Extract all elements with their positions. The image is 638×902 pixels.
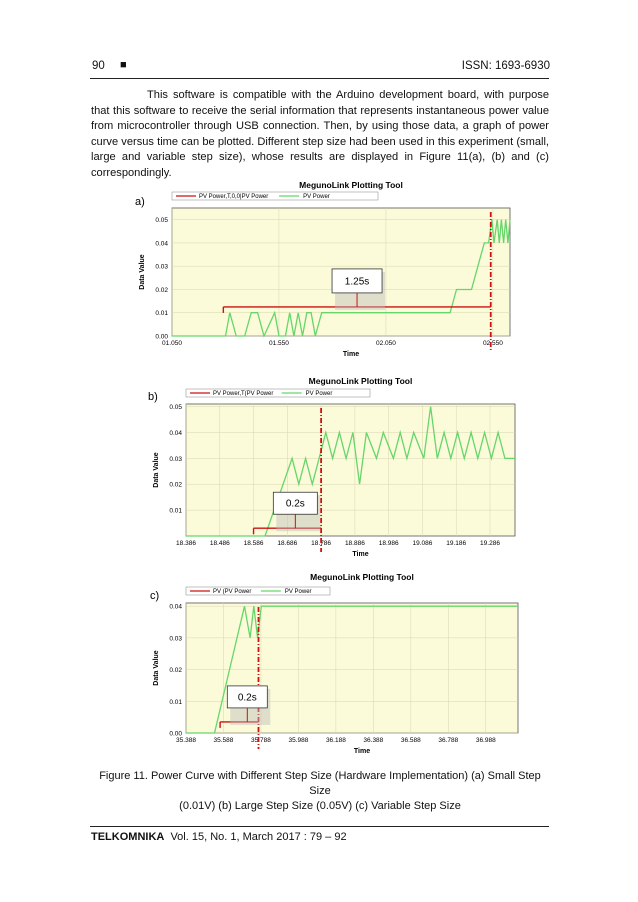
chart-3-y-tick-label: 0.02: [169, 667, 182, 675]
chart-3-y-tick-label: 0.04: [169, 603, 182, 611]
chart-1-x-axis-label: Time: [342, 351, 360, 358]
chart-3-span-label: 0.2s: [237, 692, 257, 704]
chart-3-x-tick-label: 35.988: [288, 737, 309, 744]
chart-3-x-tick-label: 35.788: [250, 737, 271, 744]
chart-2-panel-label: b): [148, 391, 158, 403]
chart-3-x-tick-label: 36.988: [475, 737, 496, 744]
chart-1-legend-label-1: PV Power,T,0,0|PV Power: [199, 194, 269, 200]
chart-2-y-tick-label: 0.04: [169, 429, 182, 437]
chart-3-x-axis-label: Time: [353, 748, 371, 755]
header-separator-icon: ■: [120, 59, 127, 71]
chart-1-y-axis-label: Data Value: [139, 254, 146, 290]
chart-2-legend-label-1: PV Power,T(PV Power: [213, 391, 274, 397]
chart-2-x-tick-label: 18.386: [176, 540, 196, 547]
chart-3-y-tick-label: 0.03: [169, 635, 182, 643]
chart-2-legend-label-2: PV Power: [305, 391, 333, 397]
figure-caption: [90, 769, 550, 814]
footer: [91, 831, 347, 843]
chart-1-y-tick-label: 0.01: [155, 310, 168, 318]
chart-2-y-tick-label: 0.02: [169, 481, 182, 489]
chart-2-x-tick-label: 18.686: [277, 540, 298, 547]
page-number: 90: [92, 60, 105, 72]
chart-1-legend-label-2: PV Power: [303, 194, 330, 200]
chart-2-title: MegunoLink Plotting Tool: [308, 376, 413, 386]
chart-2-plot-area: [186, 404, 515, 536]
chart-3-x-tick-label: 36.588: [400, 737, 421, 744]
chart-1-span-label: 1.25s: [344, 276, 370, 288]
chart-2-y-axis-label: Data Value: [153, 452, 160, 488]
chart-2-x-axis-label: Time: [352, 551, 369, 558]
chart-1-x-tick-label: 01.550: [269, 340, 289, 347]
chart-1-y-tick-label: 0.04: [155, 240, 168, 248]
chart-1-x-tick-label: 02.550: [482, 340, 503, 347]
issn: ISSN: 1693-6930: [461, 60, 550, 72]
footer-rule: [90, 826, 549, 827]
chart-3-panel-label: c): [150, 590, 160, 602]
caption-line-1: Figure 11. Power Curve with Different Step Size (Hardware Implementation) (a) Small Step Size: [99, 770, 541, 797]
chart-3-legend-label-2: PV Power: [284, 589, 312, 595]
chart-3-title: MegunoLink Plotting Tool: [310, 572, 414, 582]
chart-3-x-tick-label: 35.588: [213, 737, 234, 744]
body-paragraph: This software is compatible with the Arduino development board, with purpose that this software to receive the serial information that represents instantaneous power value from microcontroller through USB connection. Then, by using those data, a graph of power curve versus time can be plotted. Different step size had been used in this experiment (small, large and variable step size), whose results are displayed in Figure 11(a), (b) and (c) correspondingly.: [91, 89, 549, 179]
chart-2-x-tick-label: 18.486: [209, 540, 230, 547]
chart-2-x-tick-label: 18.786: [311, 540, 332, 547]
chart-2-x-tick-label: 18.986: [378, 540, 399, 547]
chart-1-y-tick-label: 0.02: [155, 286, 168, 294]
chart-1-x-tick-label: 01.050: [162, 340, 182, 347]
chart-2-span-label: 0.2s: [285, 498, 305, 510]
journal-name: TELKOMNIKA: [91, 831, 165, 843]
chart-2-x-tick-label: 19.086: [412, 540, 433, 547]
chart-2-x-tick-label: 18.586: [243, 540, 264, 547]
chart-2-y-tick-label: 0.01: [169, 507, 182, 515]
chart-2-x-tick-label: 18.886: [344, 540, 365, 547]
chart-3-y-tick-label: 0.01: [169, 698, 182, 706]
chart-1-panel-label: a): [135, 196, 145, 208]
journal-issue: Vol. 15, No. 1, March 2017 : 79 – 92: [170, 831, 347, 843]
chart-2-x-tick-label: 19.186: [446, 540, 467, 547]
chart-2-y-tick-label: 0.03: [169, 455, 182, 463]
caption-line-2: (0.01V) (b) Large Step Size (0.05V) (c) Variable Step Size: [179, 800, 461, 812]
chart-3-x-tick-label: 36.388: [363, 737, 384, 744]
chart-3-x-tick-label: 36.788: [438, 737, 459, 744]
chart-1-title: MegunoLink Plotting Tool: [299, 180, 403, 190]
chart-3-x-tick-label: 36.188: [325, 737, 346, 744]
chart-1-y-tick-label: 0.05: [155, 217, 168, 225]
chart-2-x-tick-label: 19.286: [480, 540, 500, 547]
chart-3-x-tick-label: 35.388: [176, 737, 196, 744]
chart-3-y-axis-label: Data Value: [153, 650, 160, 686]
chart-3-y-tick-label: 0.00: [169, 730, 182, 738]
chart-1-y-tick-label: 0.00: [155, 333, 168, 341]
chart-3-legend-label-1: PV (PV Power: [213, 589, 252, 595]
chart-1-x-tick-label: 02.050: [375, 340, 396, 347]
chart-1-y-tick-label: 0.03: [155, 263, 168, 271]
chart-2-y-tick-label: 0.05: [169, 404, 182, 412]
